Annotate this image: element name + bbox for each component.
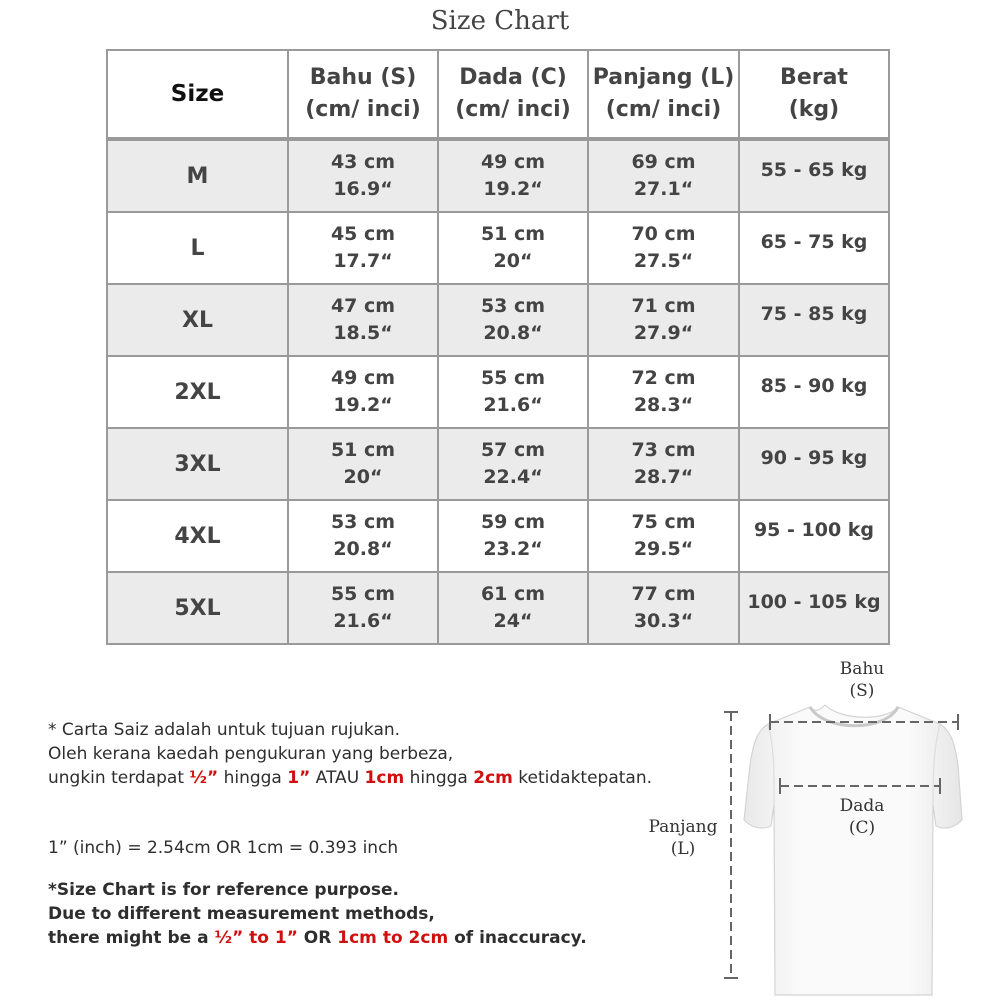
berat-cell: 90 - 95 kg <box>739 428 889 500</box>
header-panjang-unit: (cm/ inci) <box>605 97 722 122</box>
note-english <box>48 878 587 950</box>
table-row <box>107 572 889 644</box>
dada-inch: 22.4“ <box>483 466 543 488</box>
dada-label: Dada <box>839 796 885 816</box>
bahu-cm: 43 cm <box>330 151 396 173</box>
panjang-cm: 77 cm <box>631 583 696 605</box>
panjang-inch: 29.5“ <box>633 538 694 560</box>
panjang-code: (L) <box>670 839 696 859</box>
table-row <box>107 139 889 212</box>
size-cell: 3XL <box>107 428 288 500</box>
highlight-text: 1cm <box>364 768 405 788</box>
bahu-inch: 20“ <box>343 466 383 488</box>
panjang-inch: 27.9“ <box>633 322 694 344</box>
dada-cell <box>438 356 588 428</box>
panjang-cell <box>588 139 739 212</box>
note-text: ATAU <box>310 768 365 788</box>
bahu-cm: 51 cm <box>330 439 396 461</box>
dada-inch: 19.2“ <box>483 178 543 200</box>
panjang-cm: 69 cm <box>631 151 696 173</box>
note-text: hingga <box>404 768 474 788</box>
bahu-inch: 19.2“ <box>333 394 393 416</box>
panjang-cell <box>588 212 739 284</box>
bahu-cell <box>288 284 438 356</box>
dada-cm: 59 cm <box>480 511 546 533</box>
note-malay-line2: Oleh kerana kaedah pengukuran yang berbeza, <box>48 744 454 764</box>
header-panjang-label: Panjang (L) <box>592 65 735 90</box>
tshirt-body <box>744 705 962 995</box>
dada-code: (C) <box>848 818 876 838</box>
dada-cm: 57 cm <box>480 439 546 461</box>
panjang-label-group <box>640 816 726 860</box>
size-cell: L <box>107 212 288 284</box>
bahu-cell <box>288 572 438 644</box>
note-english-line2: Due to different measurement methods, <box>48 904 435 924</box>
header-panjang <box>588 50 739 139</box>
panjang-cell <box>588 356 739 428</box>
dada-cell <box>438 428 588 500</box>
table-header-row <box>107 50 889 139</box>
note-text: of inaccuracy. <box>448 928 587 948</box>
dada-cell <box>438 284 588 356</box>
panjang-inch: 27.5“ <box>633 250 694 272</box>
bahu-cm: 53 cm <box>330 511 396 533</box>
bahu-inch: 20.8“ <box>333 538 393 560</box>
dada-cm: 55 cm <box>480 367 546 389</box>
panjang-inch: 27.1“ <box>633 178 694 200</box>
dada-cell <box>438 212 588 284</box>
bahu-cell <box>288 212 438 284</box>
note-malay-line1: * Carta Saiz adalah untuk tujuan rujukan. <box>48 720 401 740</box>
bahu-cm: 45 cm <box>330 223 396 245</box>
bahu-inch: 17.7“ <box>333 250 393 272</box>
table-row <box>107 284 889 356</box>
dada-cell <box>438 500 588 572</box>
header-bahu-unit: (cm/ inci) <box>305 97 421 122</box>
highlight-text: ½” <box>189 768 219 788</box>
dada-inch: 23.2“ <box>483 538 543 560</box>
dada-cell <box>438 572 588 644</box>
bahu-code: (S) <box>849 681 875 701</box>
dada-cell <box>438 139 588 212</box>
panjang-cell <box>588 428 739 500</box>
panjang-cm: 71 cm <box>631 295 696 317</box>
table-row <box>107 356 889 428</box>
berat-cell: 95 - 100 kg <box>739 500 889 572</box>
panjang-cell <box>588 572 739 644</box>
size-cell: XL <box>107 284 288 356</box>
bahu-inch: 16.9“ <box>333 178 393 200</box>
note-text: OR <box>297 928 338 948</box>
header-dada-label: Dada (C) <box>459 65 567 90</box>
dada-cm: 53 cm <box>480 295 546 317</box>
note-malay-line3 <box>48 766 652 790</box>
bahu-cell <box>288 428 438 500</box>
berat-cell: 85 - 90 kg <box>739 356 889 428</box>
table-row <box>107 500 889 572</box>
highlight-text: 1cm to 2cm <box>337 928 449 948</box>
dada-cm: 61 cm <box>480 583 546 605</box>
panjang-label: Panjang <box>648 817 718 837</box>
bahu-cm: 49 cm <box>330 367 396 389</box>
bahu-label: Bahu <box>839 659 885 679</box>
note-english-line1: *Size Chart is for reference purpose. <box>48 880 400 900</box>
header-bahu-label: Bahu (S) <box>309 65 417 90</box>
tshirt-measurement-diagram <box>640 650 980 1000</box>
header-bahu <box>288 50 438 139</box>
highlight-text: ½” to 1” <box>214 928 298 948</box>
panjang-cell <box>588 284 739 356</box>
size-cell: M <box>107 139 288 212</box>
size-cell: 5XL <box>107 572 288 644</box>
page-title: Size Chart <box>430 6 570 36</box>
berat-cell: 55 - 65 kg <box>739 139 889 212</box>
header-dada-unit: (cm/ inci) <box>455 97 571 122</box>
note-text: there might be a <box>48 928 215 948</box>
bahu-label-group <box>822 658 902 702</box>
bahu-inch: 18.5“ <box>333 322 393 344</box>
dada-inch: 20“ <box>493 250 533 272</box>
dada-label-group <box>822 795 902 839</box>
header-berat <box>739 50 889 139</box>
bahu-cm: 55 cm <box>330 583 396 605</box>
berat-cell: 100 - 105 kg <box>739 572 889 644</box>
header-size <box>107 50 288 139</box>
dada-cm: 51 cm <box>480 223 546 245</box>
panjang-cm: 72 cm <box>631 367 696 389</box>
bahu-cell <box>288 356 438 428</box>
note-text: ungkin terdapat <box>48 768 190 788</box>
dada-inch: 21.6“ <box>483 394 543 416</box>
dada-inch: 24“ <box>493 610 533 632</box>
bahu-cell <box>288 139 438 212</box>
note-english-line3 <box>48 926 587 950</box>
highlight-text: 1” <box>287 768 311 788</box>
note-text: ketidaktepatan. <box>512 768 653 788</box>
highlight-text: 2cm <box>473 768 513 788</box>
table-row <box>107 212 889 284</box>
header-berat-unit: (kg) <box>788 97 840 122</box>
panjang-inch: 30.3“ <box>633 610 694 632</box>
header-size-label: Size <box>170 81 225 107</box>
note-text: hingga <box>218 768 288 788</box>
dada-cm: 49 cm <box>480 151 546 173</box>
size-cell: 2XL <box>107 356 288 428</box>
panjang-cm: 75 cm <box>631 511 696 533</box>
size-table-body <box>107 139 889 644</box>
panjang-cell <box>588 500 739 572</box>
size-chart-table <box>106 49 890 645</box>
bahu-cm: 47 cm <box>330 295 396 317</box>
table-row <box>107 428 889 500</box>
panjang-cm: 73 cm <box>631 439 696 461</box>
bahu-inch: 21.6“ <box>333 610 393 632</box>
berat-cell: 75 - 85 kg <box>739 284 889 356</box>
panjang-cm: 70 cm <box>631 223 696 245</box>
header-berat-label: Berat <box>780 65 848 90</box>
panjang-inch: 28.3“ <box>633 394 694 416</box>
panjang-inch: 28.7“ <box>633 466 694 488</box>
berat-cell: 65 - 75 kg <box>739 212 889 284</box>
note-malay <box>48 718 652 790</box>
header-dada <box>438 50 588 139</box>
note-conversion: 1” (inch) = 2.54cm OR 1cm = 0.393 inch <box>48 838 399 858</box>
dada-inch: 20.8“ <box>483 322 543 344</box>
size-cell: 4XL <box>107 500 288 572</box>
bahu-cell <box>288 500 438 572</box>
